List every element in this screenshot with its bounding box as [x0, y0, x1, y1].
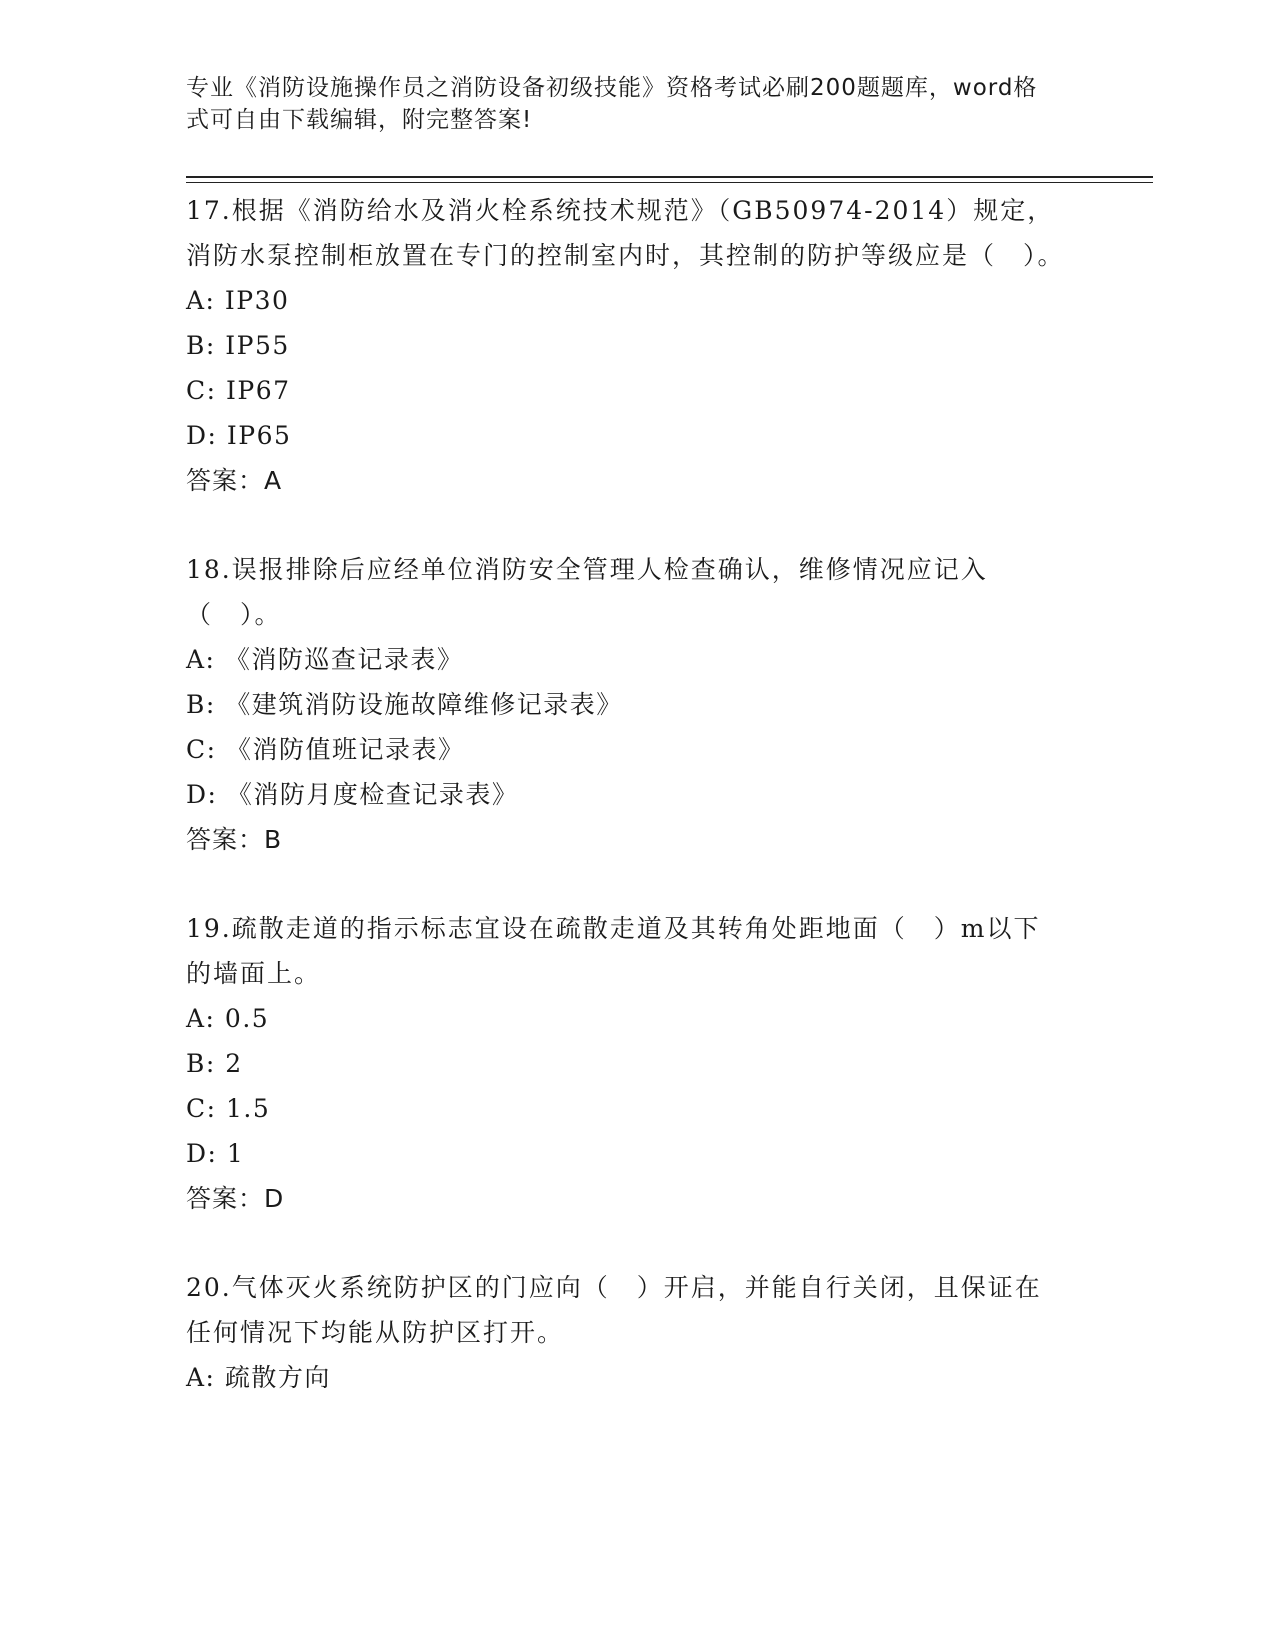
option-a: A: 疏散方向 — [186, 1363, 331, 1392]
question-text: 18.误报排除后应经单位消防安全管理人检查确认，维修情况应记入（ ）。 — [186, 555, 988, 629]
header-line-1: 专业《消防设施操作员之消防设备初级技能》资格考试必刷200题题库，word格 — [186, 75, 1038, 101]
answer: 答案：D — [186, 1184, 285, 1213]
header-divider-thick — [186, 176, 1153, 178]
question-17 — [186, 188, 1066, 503]
option-c: C: IP67 — [186, 376, 291, 405]
option-a: A: 0.5 — [186, 1004, 270, 1033]
document-header — [186, 72, 1066, 136]
header-divider-thin — [186, 182, 1153, 183]
option-d: D: 《消防月度检查记录表》 — [186, 780, 519, 809]
option-a: A: 《消防巡查记录表》 — [186, 645, 464, 674]
answer: 答案：B — [186, 825, 283, 854]
answer: 答案：A — [186, 466, 283, 495]
question-text: 19.疏散走道的指示标志宜设在疏散走道及其转角处距地面（ ）m以下的墙面上。 — [186, 914, 1041, 988]
question-list — [186, 188, 1066, 1444]
option-b: B: 《建筑消防设施故障维修记录表》 — [186, 690, 623, 719]
header-line-2: 式可自由下载编辑，附完整答案! — [186, 107, 533, 133]
option-d: D: IP65 — [186, 421, 292, 450]
question-18 — [186, 547, 1066, 862]
option-d: D: 1 — [186, 1139, 245, 1168]
option-b: B: IP55 — [186, 331, 290, 360]
question-text: 20.气体灭火系统防护区的门应向（ ）开启，并能自行关闭，且保证在任何情况下均能从防护区打开。 — [186, 1273, 1042, 1347]
question-20 — [186, 1265, 1066, 1400]
question-19 — [186, 906, 1066, 1221]
option-b: B: 2 — [186, 1049, 243, 1078]
option-c: C: 《消防值班记录表》 — [186, 735, 465, 764]
option-a: A: IP30 — [186, 286, 290, 315]
option-c: C: 1.5 — [186, 1094, 271, 1123]
question-text: 17.根据《消防给水及消火栓系统技术规范》（GB50974-2014）规定，消防水泵控制柜放置在专门的控制室内时，其控制的防护等级应是（ ）。 — [186, 196, 1065, 270]
